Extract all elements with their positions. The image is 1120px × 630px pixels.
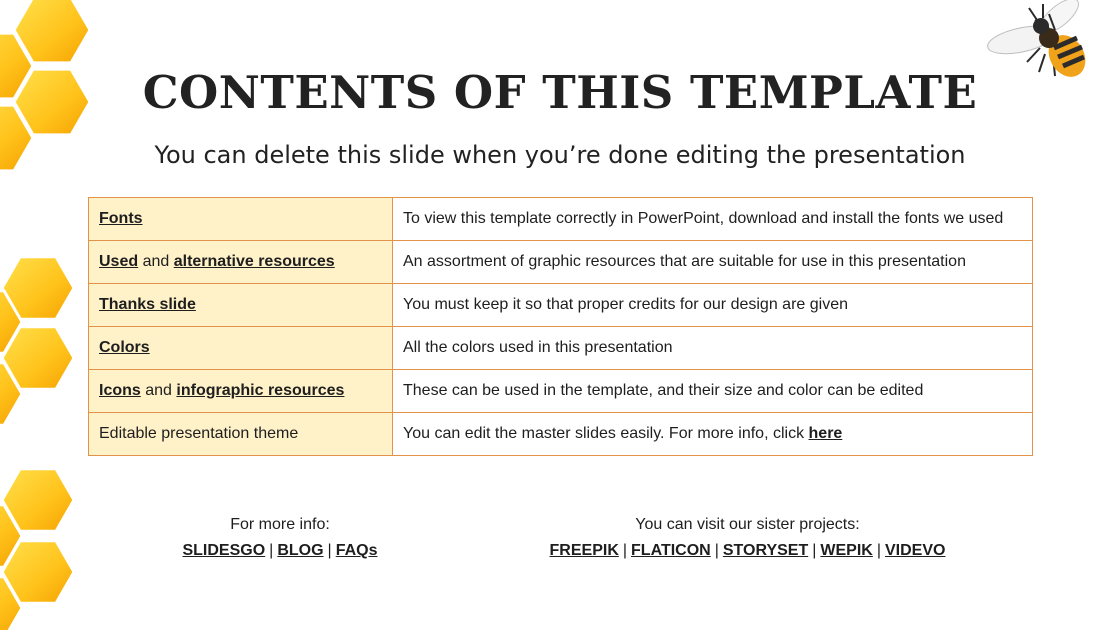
link-wepik[interactable]: WEPIK — [820, 542, 873, 559]
more-info-links — [160, 542, 400, 560]
link-infographic-resources[interactable]: infographic resources — [176, 382, 345, 399]
row-description-cell — [393, 198, 1033, 241]
row-key-cell — [89, 241, 393, 284]
row-description-cell — [393, 370, 1033, 413]
sister-projects-links — [520, 542, 975, 560]
link-blog[interactable]: BLOG — [277, 542, 324, 559]
row-description-cell — [393, 413, 1033, 456]
cell-text: and — [140, 382, 177, 399]
cell-text: An assortment of graphic resources that are suitable for use in this presentation — [403, 253, 966, 270]
link-slidesgo[interactable]: SLIDESGO — [182, 542, 266, 559]
link-fonts[interactable]: Fonts — [99, 210, 143, 227]
cell-text: To view this template correctly in PowerPoint, download and install the fonts we used — [403, 210, 1004, 227]
link-colors[interactable]: Colors — [99, 339, 150, 356]
link-storyset[interactable]: STORYSET — [722, 542, 809, 559]
page-subtitle: You can delete this slide when you’re done editing the presentation — [154, 141, 966, 169]
link-separator: | — [714, 542, 719, 559]
sister-projects-label: You can visit our sister projects: — [635, 516, 860, 533]
row-description-cell — [393, 327, 1033, 370]
cell-text: All the colors used in this presentation — [403, 339, 673, 356]
row-key-cell — [89, 370, 393, 413]
link-separator: | — [622, 542, 628, 559]
link-flaticon[interactable]: FLATICON — [631, 542, 711, 559]
table-row — [89, 241, 1033, 284]
table-row — [89, 198, 1033, 241]
sister-projects-block — [520, 516, 975, 560]
contents-table — [88, 197, 1033, 456]
table-row — [89, 370, 1033, 413]
link-separator: | — [269, 542, 274, 559]
cell-text: These can be used in the template, and their size and color can be edited — [403, 382, 924, 399]
row-key-cell — [89, 327, 393, 370]
table-row — [89, 327, 1033, 370]
link-used[interactable]: Used — [99, 253, 139, 270]
row-key-cell — [89, 284, 393, 327]
row-key-cell — [89, 413, 393, 456]
row-description-cell — [393, 284, 1033, 327]
link-freepik[interactable]: FREEPIK — [549, 542, 619, 559]
cell-text: You can edit the master slides easily. For more info, click — [403, 425, 809, 442]
link-separator: | — [812, 542, 817, 559]
row-description-cell — [393, 241, 1033, 284]
link-separator: | — [876, 542, 881, 559]
row-key-cell — [89, 198, 393, 241]
cell-text: You must keep it so that proper credits for our design are given — [403, 296, 848, 313]
link-icons[interactable]: Icons — [99, 382, 141, 399]
more-info-block — [160, 516, 400, 560]
link-separator: | — [327, 542, 332, 559]
cell-text: and — [138, 253, 174, 270]
table-row — [89, 284, 1033, 327]
cell-text: Editable presentation theme — [99, 425, 299, 442]
link-faqs[interactable]: FAQs — [335, 542, 378, 559]
link-thanks-slide[interactable]: Thanks slide — [99, 296, 196, 313]
link-here[interactable]: here — [808, 425, 843, 442]
link-alternative-resources[interactable]: alternative resources — [173, 253, 335, 270]
link-videvo[interactable]: VIDEVO — [885, 542, 946, 559]
more-info-label: For more info: — [230, 516, 330, 533]
table-row — [89, 413, 1033, 456]
page-title: CONTENTS OF THIS TEMPLATE — [142, 66, 978, 119]
